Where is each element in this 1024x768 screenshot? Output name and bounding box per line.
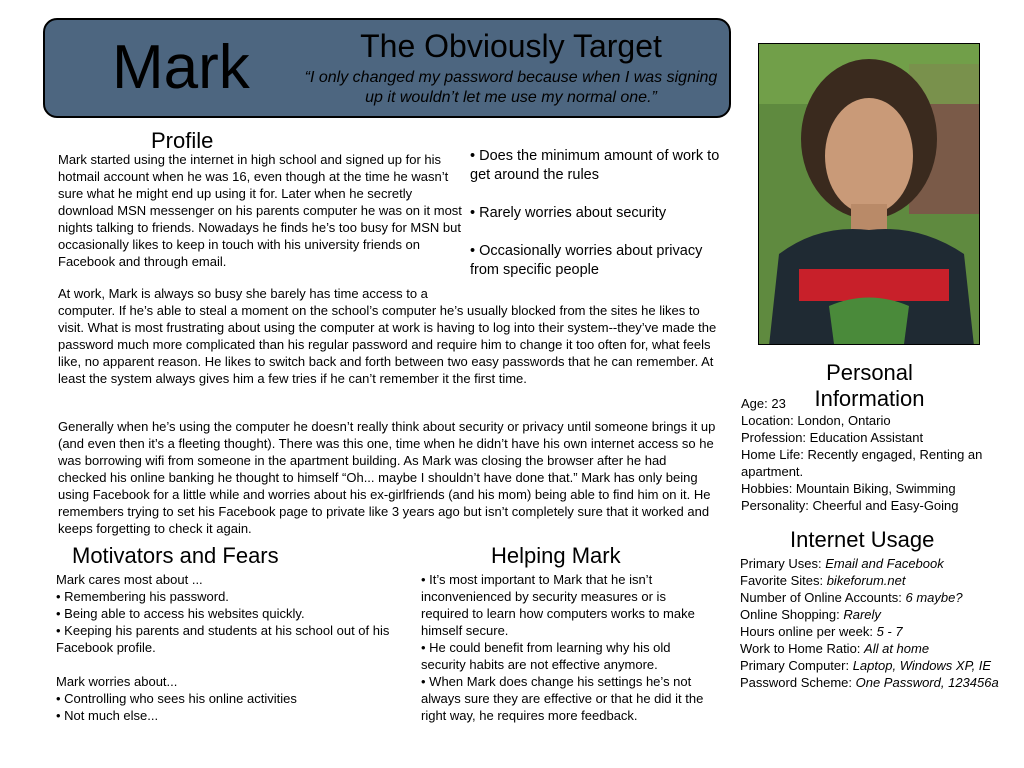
- list-item: • Occasionally worries about privacy from specific people: [470, 243, 703, 278]
- motivators-heading: Motivators and Fears: [72, 543, 279, 568]
- list-item: • When Mark does change his settings he’s not always sure they are effective or that he did it the right way, he requires more feedback.: [421, 674, 704, 723]
- list-item: Hobbies: Mountain Biking, Swimming: [741, 481, 956, 496]
- list-item: Location: London, Ontario: [741, 413, 891, 428]
- list-item: Number of Online Accounts: 6 maybe?: [740, 590, 963, 605]
- profile-paragraph-3: Generally when he’s using the computer he doesn’t really think about security or privacy until someone brings it up (and even then it’s a fleeting thought). There was this one, time when he didn’t have his own internet access so he was borrowing wifi from someone in the apartment building. As Mark was closing the browser after he had checked his online banking he thought to himself “Oh... maybe I shouldn’t have done that.” Mark has only being using Facebook for a little while and worries about his ex-girlfriends (and his mom) being able to find him on it. He remembers trying to set his Facebook page to private like 3 years ago but isn’t completely sure that it worked and keeps forgetting to check it again.: [58, 419, 716, 536]
- internet-usage-list: [740, 555, 1010, 691]
- list-item: • It’s most important to Mark that he isn’t inconvenienced by security measures or is required to learn how computers works to make himself secure.: [421, 572, 695, 638]
- list-item: Age: 23: [741, 396, 786, 411]
- list-item: • Keeping his parents and students at his school out of his Facebook profile.: [56, 623, 390, 655]
- helping-heading: Helping Mark: [491, 543, 621, 568]
- list-item: • Does the minimum amount of work to get around the rules: [470, 148, 720, 183]
- list-item: Favorite Sites: bikeforum.net: [740, 573, 906, 588]
- list-item: • He could benefit from learning why his old security habits are not effective anymore.: [421, 640, 671, 672]
- list-item: Hours online per week: 5 - 7: [740, 624, 903, 639]
- profile-paragraph-1: Mark started using the internet in high school and signed up for his hotmail account when he was 16, even though at the time he wasn’t sure what he might end up using it for. Later when he secretly download MSN messenger on his parents computer he was on it most nights talking to friends. Nowadays he finds he’s too busy for MSN but occasionally likes to keep in touch with his university friends on Facebook and through email.: [58, 152, 462, 269]
- list-item: • Controlling who sees his online activities: [56, 691, 297, 706]
- personal-info-heading: Personal Information: [814, 360, 925, 411]
- list-item: • Not much else...: [56, 708, 159, 723]
- cares-intro: Mark cares most about ...: [56, 572, 203, 587]
- worries-intro: Mark worries about...: [56, 674, 178, 689]
- internet-usage-heading: Internet Usage: [790, 527, 935, 552]
- profile-heading: Profile: [151, 128, 214, 153]
- motivators-list: [56, 571, 401, 724]
- list-item: Personality: Cheerful and Easy-Going: [741, 498, 959, 513]
- spacer: [56, 656, 401, 673]
- list-item: • Being able to access his websites quickly.: [56, 606, 305, 621]
- helping-list: [421, 571, 706, 724]
- list-item: • Rarely worries about security: [470, 205, 667, 221]
- paragraph-continuation: computer. If he’s able to steal a moment on the school’s computer he’s usually blocked from the sites he likes to visit. What is most frustrating about using the computer at work is having to log into their system--they’ve made the password much more complicated than his regular password and require him to change it too often for, what feels like, no apparent reason. He likes to switch back and forth between two easy passwords that he can remember. At least the system always gives him a few tries if he can’t remember it the first time.: [58, 303, 717, 386]
- list-item: Profession: Education Assistant: [741, 430, 924, 445]
- personal-info-list: [741, 395, 1001, 514]
- list-item: Primary Uses: Email and Facebook: [740, 556, 944, 571]
- profile-bullet-list: [470, 147, 722, 299]
- list-item: Primary Computer: Laptop, Windows XP, IE: [740, 658, 992, 673]
- paragraph-first-line: At work, Mark is always so busy she barely has time access to a: [58, 286, 428, 301]
- persona-quote: “I only changed my password because when I was signing up it wouldn’t let me use my normal one.”: [304, 69, 718, 106]
- list-item: Password Scheme: One Password, 123456a: [740, 675, 999, 690]
- profile-paragraph-2: [58, 285, 718, 387]
- persona-photo: [758, 43, 980, 345]
- list-item: Work to Home Ratio: All at home: [740, 641, 930, 656]
- persona-name: Mark: [112, 33, 250, 102]
- list-item: Online Shopping: Rarely: [740, 607, 881, 622]
- portrait-illustration: [759, 44, 980, 345]
- list-item: Home Life: Recently engaged, Renting an apartment.: [741, 447, 983, 479]
- persona-title: The Obviously Target: [360, 28, 662, 64]
- list-item: • Remembering his password.: [56, 589, 229, 604]
